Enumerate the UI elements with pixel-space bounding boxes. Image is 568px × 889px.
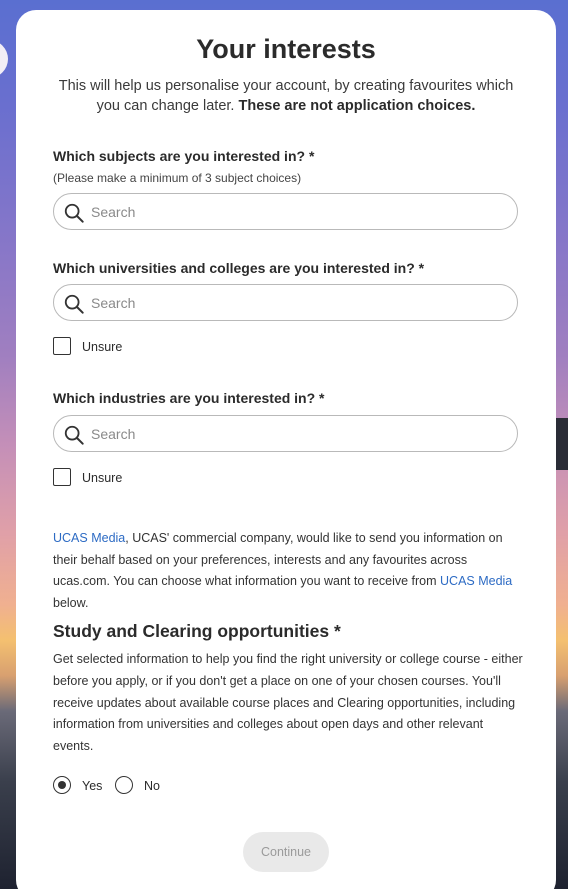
no-radio-label: No bbox=[144, 779, 160, 793]
industries-search-input[interactable] bbox=[53, 415, 518, 452]
universities-search-placeholder: Search bbox=[91, 295, 136, 311]
page-subtitle bbox=[56, 76, 516, 116]
no-radio[interactable] bbox=[115, 776, 133, 794]
search-icon bbox=[63, 202, 85, 224]
industries-unsure-checkbox[interactable] bbox=[53, 468, 71, 486]
subjects-search-input[interactable] bbox=[53, 193, 518, 230]
universities-unsure-checkbox[interactable] bbox=[53, 337, 71, 355]
interests-card bbox=[16, 10, 556, 889]
subjects-hint: (Please make a minimum of 3 subject choices) bbox=[53, 171, 302, 185]
page-title: Your interests bbox=[196, 34, 376, 64]
opportunities-description: Get selected information to help you find the right university or college course - either before you apply, or if you don't get a place on one of your chosen courses. You'll receive updates about available course places and Clearing opportunities, including information from universities and colleges about open days and other relevant events. bbox=[53, 652, 523, 754]
info-text-end: below. bbox=[53, 595, 89, 610]
opportunities-title: Study and Clearing opportunities * bbox=[53, 621, 341, 641]
subjects-search-placeholder: Search bbox=[91, 204, 136, 220]
subjects-label: Which subjects are you interested in? * bbox=[53, 148, 315, 164]
info-text: , UCAS' commercial company, would like to send you information on their behalf based on your preferences, interests and any favourites across ucas.com. You can choose what information you want to receive from bbox=[53, 531, 503, 588]
industries-unsure-label: Unsure bbox=[82, 471, 123, 485]
yes-radio-label: Yes bbox=[82, 779, 103, 793]
industries-search-placeholder: Search bbox=[91, 426, 136, 442]
yes-radio[interactable] bbox=[53, 776, 71, 794]
ucas-media-link-2[interactable]: UCAS Media bbox=[440, 574, 513, 588]
universities-unsure-label: Unsure bbox=[82, 340, 123, 354]
background-shape bbox=[0, 40, 8, 78]
universities-label: Which universities and colleges are you interested in? * bbox=[53, 260, 425, 276]
universities-search-input[interactable] bbox=[53, 284, 518, 321]
subtitle-text: This will help us personalise your account, by creating favourites which you can change later. bbox=[58, 78, 514, 114]
ucas-media-info bbox=[53, 528, 523, 614]
ucas-media-link[interactable]: UCAS Media bbox=[53, 531, 126, 545]
subtitle-bold-text: These are not application choices. bbox=[238, 98, 476, 114]
continue-button[interactable]: Continue bbox=[243, 832, 329, 872]
industries-label: Which industries are you interested in? * bbox=[53, 390, 325, 406]
search-icon bbox=[63, 293, 85, 315]
search-icon bbox=[63, 424, 85, 446]
